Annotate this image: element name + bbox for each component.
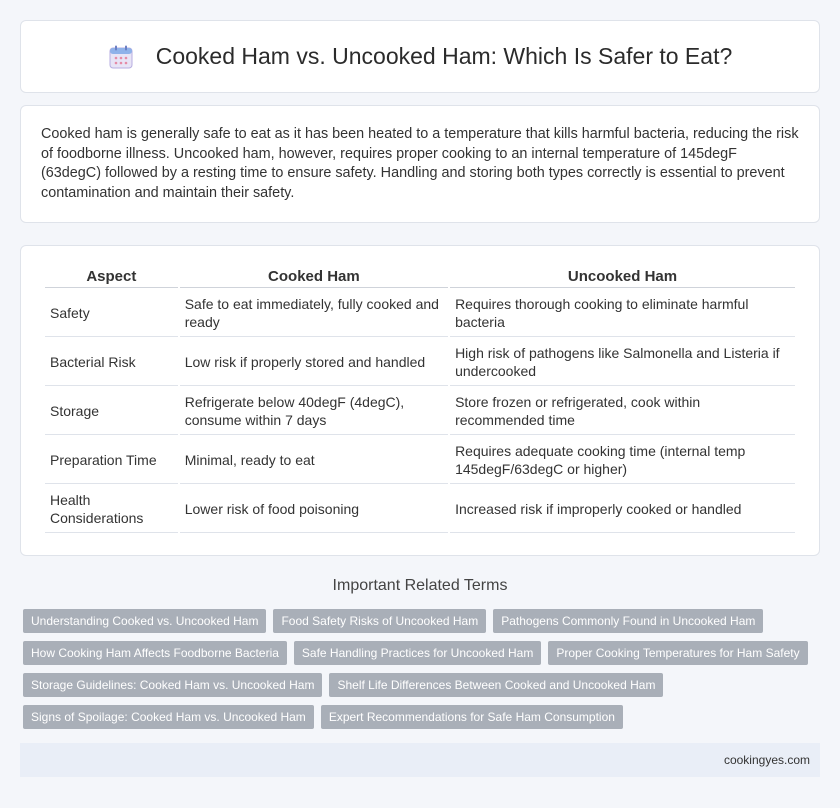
- table-cell: Preparation Time: [45, 437, 178, 484]
- table-cell: High risk of pathogens like Salmonella and Listeria if undercooked: [450, 339, 795, 386]
- table-cell: Storage: [45, 388, 178, 435]
- related-term-tag[interactable]: Expert Recommendations for Safe Ham Consumption: [321, 705, 623, 729]
- related-term-tag[interactable]: Understanding Cooked vs. Uncooked Ham: [23, 609, 266, 633]
- table-cell: Minimal, ready to eat: [180, 437, 448, 484]
- table-cell: Refrigerate below 40degF (4degC), consume within 7 days: [180, 388, 448, 435]
- related-term-tag[interactable]: Safe Handling Practices for Uncooked Ham: [294, 641, 541, 665]
- table-cell: Safety: [45, 290, 178, 337]
- column-header: Cooked Ham: [180, 266, 448, 288]
- related-term-tag[interactable]: Signs of Spoilage: Cooked Ham vs. Uncooked Ham: [23, 705, 314, 729]
- comparison-table: [43, 264, 797, 535]
- calendar-icon: [108, 44, 134, 70]
- page-title: Cooked Ham vs. Uncooked Ham: Which Is Safer to Eat?: [155, 43, 733, 69]
- related-term-tag[interactable]: Pathogens Commonly Found in Uncooked Ham: [493, 609, 763, 633]
- table-row: [45, 339, 795, 386]
- related-term-tag[interactable]: Storage Guidelines: Cooked Ham vs. Uncooked Ham: [23, 673, 322, 697]
- related-term-tag[interactable]: How Cooking Ham Affects Foodborne Bacteria: [23, 641, 287, 665]
- table-cell: Safe to eat immediately, fully cooked and ready: [180, 290, 448, 337]
- table-cell: Requires adequate cooking time (internal temp 145degF/63degC or higher): [450, 437, 795, 484]
- table-cell: Bacterial Risk: [45, 339, 178, 386]
- column-header: Uncooked Ham: [450, 266, 795, 288]
- table-row: [45, 290, 795, 337]
- related-term-tag[interactable]: Food Safety Risks of Uncooked Ham: [273, 609, 486, 633]
- table-cell: Low risk if properly stored and handled: [180, 339, 448, 386]
- table-cell: Increased risk if improperly cooked or handled: [450, 486, 795, 533]
- related-term-tag[interactable]: Proper Cooking Temperatures for Ham Safety: [548, 641, 807, 665]
- footer-site-link[interactable]: cookingyes.com: [723, 753, 810, 767]
- table-row: [45, 388, 795, 435]
- table-cell: Lower risk of food poisoning: [180, 486, 448, 533]
- footer: [20, 743, 820, 777]
- table-header-row: [45, 266, 795, 288]
- comparison-table-card: [20, 245, 820, 556]
- table-cell: Store frozen or refrigerated, cook within recommended time: [450, 388, 795, 435]
- related-terms-heading: Important Related Terms: [332, 577, 508, 594]
- column-header: Aspect: [45, 266, 178, 288]
- related-terms-list: [23, 609, 823, 737]
- intro-paragraph: Cooked ham is generally safe to eat as it has been heated to a temperature that kills harmful bacteria, reducing the risk of foodborne illness. Uncooked ham, however, requires proper cooking to an internal temperature of 145degF (63degC) followed by a resting time to ensure safety. Handling and storing both types correctly is essential to prevent contamination and maintain their safety.: [41, 126, 799, 202]
- table-row: [45, 486, 795, 533]
- table-row: [45, 437, 795, 484]
- intro-section: [20, 105, 820, 223]
- table-cell: Health Considerations: [45, 486, 178, 533]
- page-header: [20, 20, 820, 93]
- related-term-tag[interactable]: Shelf Life Differences Between Cooked and Uncooked Ham: [329, 673, 663, 697]
- table-cell: Requires thorough cooking to eliminate harmful bacteria: [450, 290, 795, 337]
